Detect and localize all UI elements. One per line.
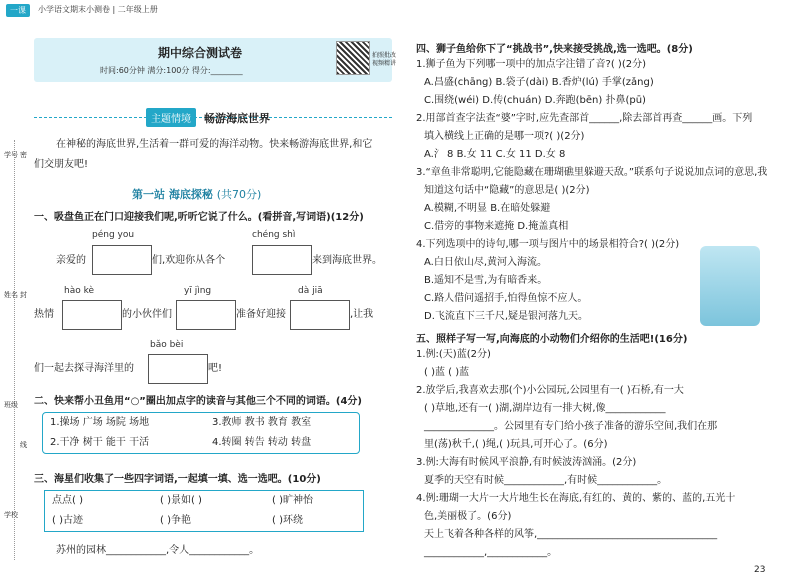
qr-caption-line: 拍照批改: [372, 52, 397, 59]
intro-line: 们交朋友吧!: [34, 159, 89, 170]
q4-option[interactable]: C.围绕(wéi) D.传(chuán) D.奔跑(bēn) 扑鼻(pū): [424, 95, 646, 106]
brand-logo: 一课: [6, 4, 30, 17]
word-row[interactable]: 1.操场 广场 场院 场地: [50, 417, 150, 428]
side-mark-seal: 密: [20, 151, 27, 159]
qr-code-icon[interactable]: [336, 41, 370, 75]
q1-text: ,让我: [350, 309, 374, 320]
binding-line: [14, 140, 15, 560]
q4-option[interactable]: A.昌盛(chāng) B.袋子(dài) B.香炉(lú) 手掌(zǎng): [424, 77, 654, 88]
word-row[interactable]: 2.干净 树干 能干 干活: [50, 437, 150, 448]
question-5-title: 五、照样子写一写,向海底的小动物们介绍你的生活吧!(16分): [416, 334, 688, 345]
question-4-title: 四、狮子鱼给你下了“挑战书”,快来接受挑战,选一选吧。(8分): [416, 44, 693, 55]
idiom-item[interactable]: 点点( ): [52, 495, 83, 506]
q4-line: 填入横线上正确的是哪一项?( )(2分): [424, 131, 585, 142]
q5-line: 3.例:大海有时候风平浪静,有时候波涛汹涌。(2分): [416, 457, 637, 468]
q5-line[interactable]: 2.放学后,我喜欢去那(个)小公园玩,公园里有一( )石桥,有一大: [416, 385, 684, 396]
q1-text: 热情: [34, 309, 54, 320]
q5-line[interactable]: ( )草地,还有一( )湖,湖岸边有一排大树,像____________: [424, 403, 666, 414]
q4-line: 1.狮子鱼为下列哪一项中的加点字注错了音?( )(2分): [416, 59, 646, 70]
q1-text: 来到海底世界。: [312, 255, 382, 266]
q4-option[interactable]: C.路人借问遥招手,怕得鱼惊不应人。: [424, 293, 588, 304]
q5-line[interactable]: 天上飞着各种各样的风筝,____________________________________: [424, 529, 718, 540]
side-label-name: 姓名: [4, 291, 18, 299]
q3-fill[interactable]: 苏州的园林____________,令人____________。: [56, 545, 260, 556]
exam-title: 期中综合测试卷: [158, 46, 243, 60]
answer-grid[interactable]: [290, 300, 350, 330]
q5-line: 色,美丽极了。(6分): [424, 511, 512, 522]
series-title: 小学语文期末小测卷 | 二年级上册: [38, 5, 158, 14]
qr-caption: [372, 52, 396, 68]
answer-grid[interactable]: [148, 354, 208, 384]
idiom-box: [44, 490, 364, 532]
idiom-item[interactable]: ( )环绕: [272, 515, 303, 526]
q4-line: 知道这句话中“隐藏”的意思是( )(2分): [424, 185, 590, 196]
q5-line[interactable]: ____________,____________。: [424, 547, 558, 558]
word-row[interactable]: 4.转圈 转告 转动 转盘: [212, 437, 312, 448]
q4-option[interactable]: B.遥知不是雪,为有暗香来。: [424, 275, 548, 286]
side-mark-close: 封: [20, 291, 27, 299]
section-score: (共70分): [216, 188, 262, 201]
section-title: [132, 186, 261, 202]
side-label-school: 学校: [4, 511, 18, 519]
pinyin-label: dà jiā: [298, 286, 323, 296]
q4-line: 4.下列选项中的诗句,哪一项与图片中的场景相符合?( )(2分): [416, 239, 680, 250]
qr-caption-line: 视频精讲: [372, 60, 397, 67]
q4-line: 2.用部首查字法查“婆”字时,应先查部首______,除去部首再查______画。下列: [416, 113, 753, 124]
idiom-item[interactable]: ( )古迹: [52, 515, 83, 526]
q4-option[interactable]: C.借旁的事物来遮掩 D.掩盖真相: [424, 221, 569, 232]
idiom-item[interactable]: ( )景如( ): [160, 495, 202, 506]
pinyin-label: péng you: [92, 230, 135, 240]
pinyin-label: hào kè: [64, 286, 95, 296]
question-3-title: 三、海星们收集了一些四字词语,一起填一填、选一选吧。(10分): [34, 474, 321, 485]
answer-grid[interactable]: [62, 300, 122, 330]
question-1-title: 一、吸盘鱼正在门口迎接我们呢,听听它说了什么。(看拼音,写词语)(12分): [34, 212, 364, 223]
intro-line: 在神秘的海底世界,生活着一群可爱的海洋动物。快来畅游海底世界,和它: [56, 139, 373, 150]
q5-line: 1.例:(天)蓝(2分): [416, 349, 491, 360]
q4-option[interactable]: A.模糊,不明显 B.在暗处躲避: [424, 203, 551, 214]
q4-option[interactable]: D.飞流直下三千尺,疑是银河落九天。: [424, 311, 589, 322]
q1-text: 准备好迎接: [236, 309, 286, 320]
q1-text: 吧!: [208, 363, 223, 374]
q1-text: 们一起去探寻海洋里的: [34, 363, 134, 374]
q5-line[interactable]: 里(荡)秋千,( )绳,( )玩具,可开心了。(6分): [424, 439, 608, 450]
pinyin-label: yī jìng: [184, 286, 212, 296]
q4-line: 3.“章鱼非常聪明,它能隐藏在珊瑚礁里躲避天敌。”联系句子说说加点词的意思,我: [416, 167, 768, 178]
q1-text: 们,欢迎你从各个: [152, 255, 226, 266]
question-2-title: 二、快来帮小丑鱼用“○”圈出加点字的读音与其他三个不同的词语。(4分): [34, 396, 362, 407]
q1-text: 亲爱的: [56, 255, 86, 266]
word-row[interactable]: 3.教师 教书 教育 教室: [212, 417, 312, 428]
pinyin-label: chéng shì: [252, 230, 296, 240]
answer-grid[interactable]: [252, 245, 312, 275]
pinyin-label: bǎo bèi: [150, 340, 184, 350]
q5-line[interactable]: 夏季的天空有时候____________,有时候____________。: [424, 475, 668, 486]
q1-text: 的小伙伴们: [122, 309, 172, 320]
waterfall-illustration: [700, 246, 760, 326]
q5-line[interactable]: ( )蓝 ( )蓝: [424, 367, 470, 378]
side-label-student-id: 学号: [4, 151, 18, 159]
page-number: 23: [754, 565, 766, 575]
idiom-item[interactable]: ( )旷神怡: [272, 495, 313, 506]
theme-title: 畅游海底世界: [204, 112, 270, 125]
section-name: 第一站 海底探秘: [132, 188, 213, 201]
q4-option[interactable]: A.白日依山尽,黄河入海流。: [424, 257, 548, 268]
answer-grid[interactable]: [92, 245, 152, 275]
theme-tag: 主题情境: [146, 108, 196, 127]
q5-line[interactable]: ______________。公园里有专门给小孩子准备的游乐空间,我们在那: [424, 421, 718, 432]
idiom-item[interactable]: ( )争艳: [160, 515, 191, 526]
answer-grid[interactable]: [176, 300, 236, 330]
q5-line: 4.例:珊瑚一大片一大片地生长在海底,有红的、黄的、紫的、蓝的,五光十: [416, 493, 736, 504]
side-mark-line: 线: [20, 441, 27, 449]
side-label-class: 班级: [4, 401, 18, 409]
q4-option[interactable]: A.氵 8 B.女 11 C.女 11 D.女 8: [424, 149, 566, 160]
exam-info: 时间:60分钟 满分:100分 得分:________: [100, 66, 243, 75]
